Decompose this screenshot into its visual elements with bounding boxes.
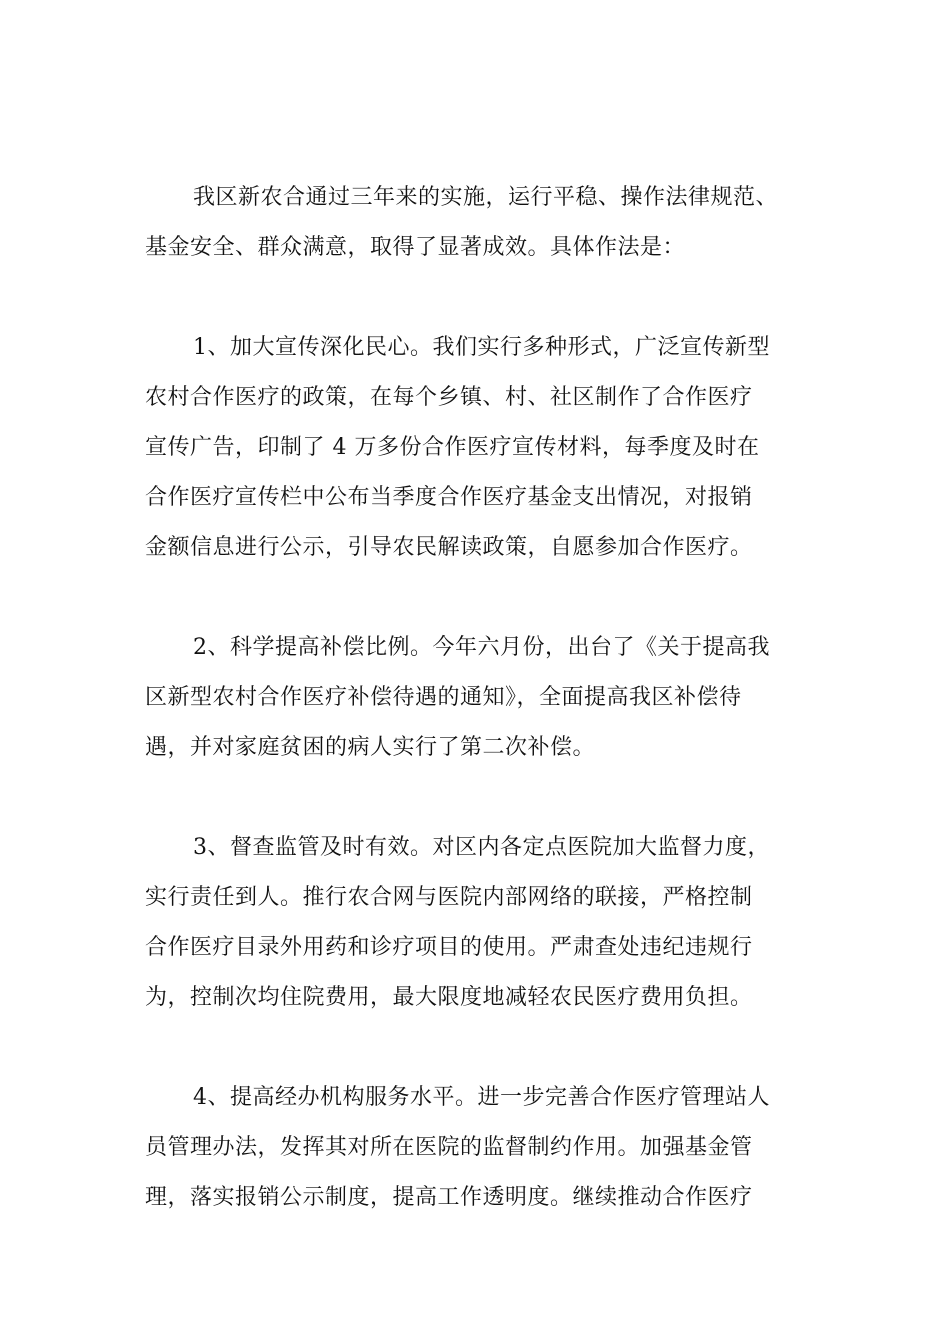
paragraph-line: 金额信息进行公示，引导农民解读政策，自愿参加合作医疗。 [145,535,753,560]
paragraph-line: 3、督查监管及时有效。对区内各定点医院加大监督力度， [193,835,770,860]
paragraph-line: 合作医疗宣传栏中公布当季度合作医疗基金支出情况，对报销 [145,485,753,510]
paragraph-line: 宣传广告，印制了 4 万多份合作医疗宣传材料，每季度及时在 [145,435,760,460]
paragraph-item-2 [145,623,815,773]
paragraph-line: 基金安全、群众满意，取得了显著成效。具体作法是： [145,235,686,260]
paragraph-line: 理，落实报销公示制度，提高工作透明度。继续推动合作医疗 [145,1185,753,1210]
intro-paragraph [145,173,815,273]
paragraph-line: 我区新农合通过三年来的实施，运行平稳、操作法律规范、 [193,185,779,210]
paragraph-line: 合作医疗目录外用药和诊疗项目的使用。严肃查处违纪违规行 [145,935,753,960]
paragraph-line: 4、提高经办机构服务水平。进一步完善合作医疗管理站人 [193,1085,770,1110]
paragraph-item-1 [145,323,815,573]
paragraph-line: 区新型农村合作医疗补偿待遇的通知》，全面提高我区补偿待 [145,685,742,710]
paragraph-item-4 [145,1073,815,1223]
paragraph-line: 1、加大宣传深化民心。我们实行多种形式，广泛宣传新型 [193,335,770,360]
paragraph-line: 员管理办法，发挥其对所在医院的监督制约作用。加强基金管 [145,1135,753,1160]
paragraph-item-3 [145,823,815,1023]
paragraph-line: 为，控制次均住院费用，最大限度地减轻农民医疗费用负担。 [145,985,753,1010]
paragraph-line: 2、科学提高补偿比例。今年六月份，出台了《关于提高我 [193,635,770,660]
paragraph-line: 实行责任到人。推行农合网与医院内部网络的联接，严格控制 [145,885,753,910]
paragraph-line: 遇，并对家庭贫困的病人实行了第二次补偿。 [145,735,596,760]
paragraph-line: 农村合作医疗的政策，在每个乡镇、村、社区制作了合作医疗 [145,385,753,410]
